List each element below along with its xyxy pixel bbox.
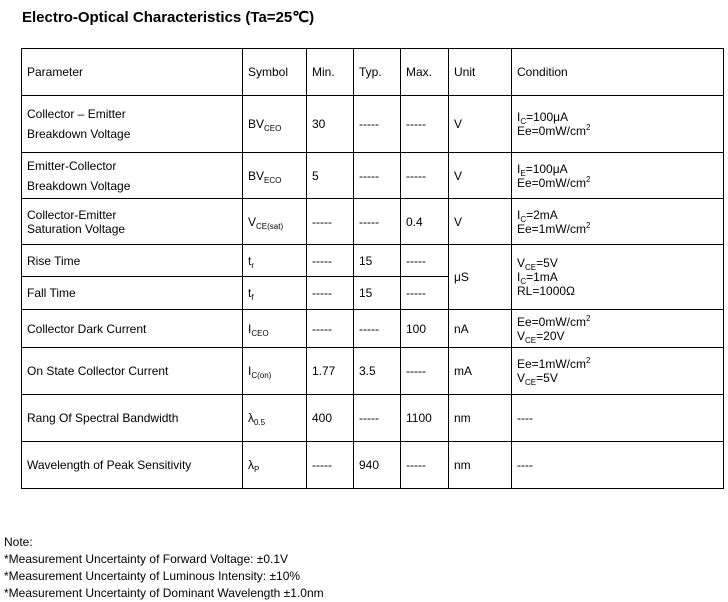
- table-row: [22, 199, 724, 245]
- symbol-main: I: [248, 321, 252, 336]
- header-symbol: Symbol: [243, 49, 307, 96]
- header-min: Min.: [307, 49, 354, 96]
- symbol-sub: CEO: [251, 328, 269, 338]
- cond-main: I: [517, 207, 521, 222]
- condition-cell: ----: [512, 395, 724, 442]
- unit-cell: nm: [449, 395, 512, 442]
- symbol-main: λ: [248, 458, 254, 472]
- param-line: Breakdown Voltage: [27, 127, 131, 141]
- max-cell: -----: [401, 348, 449, 395]
- symbol-cell: [243, 442, 307, 489]
- min-cell: 30: [307, 96, 354, 153]
- typ-cell: 940: [354, 442, 401, 489]
- symbol-cell: [243, 153, 307, 199]
- note-line: *Measurement Uncertainty of Luminous Intensity: ±10%: [4, 569, 301, 583]
- cond-main: V: [517, 328, 526, 343]
- cond-rest: =100μA: [526, 110, 569, 124]
- min-cell: -----: [307, 442, 354, 489]
- symbol-main: t: [248, 286, 252, 300]
- symbol-main: λ: [248, 411, 254, 425]
- symbol-sub: CEO: [264, 124, 282, 133]
- max-cell: -----: [401, 442, 449, 489]
- cond-text: Ee=0mW/cm: [517, 175, 587, 190]
- condition-line: [517, 270, 723, 284]
- param-line: Saturation Voltage: [27, 221, 126, 236]
- max-cell: 100: [401, 310, 449, 348]
- unit-cell: nA: [449, 310, 512, 348]
- header-row: [22, 49, 724, 96]
- max-cell: -----: [401, 245, 449, 277]
- notes-section: [4, 534, 324, 602]
- symbol-cell: [243, 395, 307, 442]
- condition-line: [517, 110, 723, 124]
- cond-sub: CE: [525, 335, 537, 345]
- table-row: [22, 348, 724, 395]
- unit-cell: V: [449, 96, 512, 153]
- condition-line: [517, 162, 723, 176]
- cond-sub: C: [520, 214, 527, 224]
- symbol-sub: C(on): [251, 371, 272, 380]
- symbol-cell: [243, 199, 307, 245]
- condition-cell: [512, 310, 724, 348]
- table-row: [22, 395, 724, 442]
- cond-rest: =5V: [536, 256, 558, 270]
- param-cell: On State Collector Current: [22, 348, 243, 395]
- cond-rest: =100μA: [525, 161, 568, 176]
- condition-line: [517, 315, 723, 329]
- cond-main: V: [517, 371, 526, 385]
- cond-text: Ee=0mW/cm: [517, 124, 587, 138]
- note-line: *Measurement Uncertainty of Dominant Wavelength ±1.0nm: [4, 586, 324, 600]
- param-line: Collector-Emitter: [27, 207, 117, 222]
- param-cell: Rang Of Spectral Bandwidth: [22, 395, 243, 442]
- header-condition: Condition: [512, 49, 724, 96]
- min-cell: -----: [307, 199, 354, 245]
- typ-cell: -----: [354, 153, 401, 199]
- header-max: Max.: [401, 49, 449, 96]
- condition-line: [517, 371, 723, 385]
- condition-cell: [512, 96, 724, 153]
- symbol-cell: [243, 277, 307, 310]
- condition-line: [517, 222, 723, 236]
- condition-line: [517, 208, 723, 222]
- cond-rest: =1mA: [526, 270, 558, 284]
- note-heading: Note:: [4, 535, 33, 549]
- symbol-sub: 0.5: [254, 418, 266, 427]
- param-cell: Rise Time: [22, 245, 243, 277]
- cond-main: I: [517, 110, 521, 124]
- cond-main: V: [517, 256, 526, 270]
- condition-line: [517, 329, 723, 343]
- cond-sub: C: [520, 117, 527, 126]
- cond-rest: =20V: [536, 328, 565, 343]
- condition-line: [517, 357, 723, 371]
- typ-cell: 15: [354, 277, 401, 310]
- max-cell: 1100: [401, 395, 449, 442]
- param-cell: Collector Dark Current: [22, 310, 243, 348]
- table-row: [22, 310, 724, 348]
- param-line: Breakdown Voltage: [27, 178, 131, 193]
- symbol-cell: [243, 310, 307, 348]
- max-cell: 0.4: [401, 199, 449, 245]
- table-row: [22, 442, 724, 489]
- cond-sub: CE: [525, 263, 537, 272]
- typ-cell: 15: [354, 245, 401, 277]
- typ-cell: -----: [354, 96, 401, 153]
- cond-main: I: [517, 161, 521, 176]
- condition-cell: [512, 245, 724, 310]
- cond-rest: =5V: [536, 371, 558, 385]
- table-row: [22, 153, 724, 199]
- cond-sup: 2: [586, 123, 591, 132]
- note-line: *Measurement Uncertainty of Forward Voltage: ±0.1V: [4, 552, 289, 566]
- unit-cell: nm: [449, 442, 512, 489]
- max-cell: -----: [401, 153, 449, 199]
- header-typ: Typ.: [354, 49, 401, 96]
- table-row: [22, 245, 724, 277]
- param-cell: Wavelength of Peak Sensitivity: [22, 442, 243, 489]
- symbol-main: BV: [248, 117, 265, 131]
- min-cell: -----: [307, 310, 354, 348]
- condition-line: [517, 256, 723, 270]
- cond-text: Ee=1mW/cm: [517, 221, 587, 236]
- symbol-main: I: [248, 364, 252, 378]
- typ-cell: -----: [354, 310, 401, 348]
- symbol-cell: [243, 96, 307, 153]
- symbol-sub: r: [251, 260, 255, 270]
- cond-sup: 2: [586, 356, 591, 365]
- symbol-main: BV: [248, 168, 265, 183]
- symbol-main: t: [248, 253, 252, 268]
- condition-line: [517, 124, 723, 138]
- cond-sup: 2: [586, 220, 591, 230]
- param-cell: Fall Time: [22, 277, 243, 310]
- unit-cell: mA: [449, 348, 512, 395]
- min-cell: 5: [307, 153, 354, 199]
- header-parameter: Parameter: [22, 49, 243, 96]
- cond-text: Ee=1mW/cm: [517, 357, 587, 371]
- symbol-cell: [243, 245, 307, 277]
- unit-cell: V: [449, 199, 512, 245]
- typ-cell: -----: [354, 199, 401, 245]
- characteristics-table: [21, 48, 724, 489]
- max-cell: -----: [401, 96, 449, 153]
- min-cell: -----: [307, 245, 354, 277]
- typ-cell: -----: [354, 395, 401, 442]
- condition-cell: [512, 348, 724, 395]
- param-line: Collector – Emitter: [27, 107, 126, 121]
- max-cell: -----: [401, 277, 449, 310]
- param-line: Emitter-Collector: [27, 158, 117, 173]
- cond-sup: 2: [586, 174, 591, 184]
- condition-cell: ----: [512, 442, 724, 489]
- unit-cell: V: [449, 153, 512, 199]
- condition-line: RL=1000Ω: [517, 284, 576, 298]
- cond-sub: E: [520, 168, 526, 178]
- cond-sub: CE: [525, 378, 537, 387]
- condition-cell: [512, 199, 724, 245]
- unit-cell: μS: [449, 245, 512, 310]
- min-cell: -----: [307, 277, 354, 310]
- symbol-sub: ECO: [264, 175, 282, 185]
- typ-cell: 3.5: [354, 348, 401, 395]
- symbol-sub: CE(sat): [256, 221, 284, 231]
- cond-sub: C: [520, 277, 527, 286]
- min-cell: 1.77: [307, 348, 354, 395]
- condition-cell: [512, 153, 724, 199]
- condition-line: [517, 176, 723, 190]
- param-cell: [22, 199, 243, 245]
- table-row: [22, 96, 724, 153]
- param-cell: [22, 96, 243, 153]
- param-cell: [22, 153, 243, 199]
- symbol-main: V: [248, 214, 257, 229]
- symbol-sub: f: [251, 293, 254, 302]
- symbol-cell: [243, 348, 307, 395]
- page-title: Electro-Optical Characteristics (Ta=25℃): [22, 9, 315, 26]
- cond-text: Ee=0mW/cm: [517, 314, 587, 329]
- min-cell: 400: [307, 395, 354, 442]
- symbol-sub: P: [254, 465, 260, 474]
- header-unit: Unit: [449, 49, 512, 96]
- cond-sup: 2: [586, 313, 591, 323]
- cond-rest: =2mA: [526, 207, 558, 222]
- cond-main: I: [517, 270, 521, 284]
